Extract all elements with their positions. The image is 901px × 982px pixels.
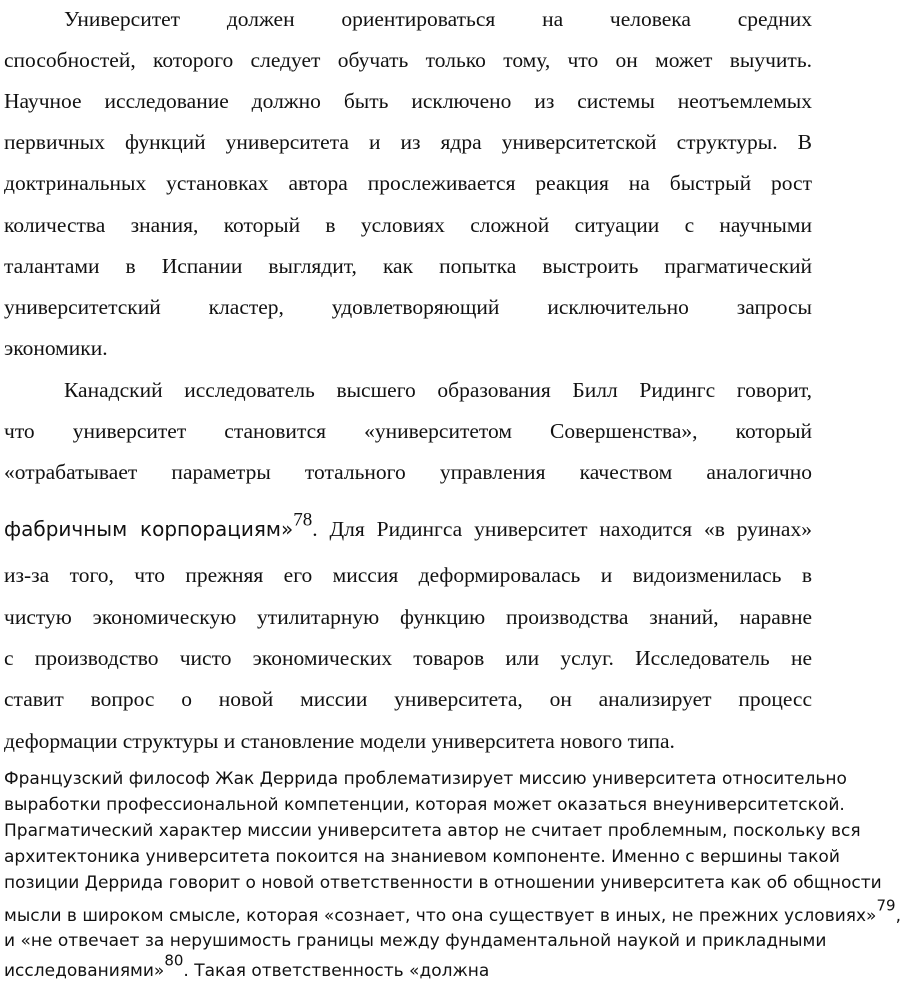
text-line: Канадский исследователь высшего образования Билл Ридингс говорит, xyxy=(64,378,812,402)
text-line: чистую экономическую утилитарную функцию производства знаний, наравне xyxy=(4,605,812,629)
line-text: исследованиями» xyxy=(4,961,165,981)
text-line-with-footnote xyxy=(4,951,812,982)
text-line: из-за того, что прежняя его миссия деформировалась и видоизменилась в xyxy=(4,563,812,587)
text-line: с производство чисто экономических товаров или услуг. Исследователь не xyxy=(4,646,812,670)
text-line: Французский философ Жак Деррида проблематизирует миссию университета относительно xyxy=(4,769,847,789)
text-line: Прагматический характер миссии университета автор не считает проблемным, поскольку вся xyxy=(4,821,861,841)
text-line: экономики. xyxy=(4,336,108,360)
line-text: мысли в широком смысле, которая «сознает, что она существует в иных, не прежних условиях» xyxy=(4,906,877,926)
text-line: способностей, которого следует обучать только тому, что он может выучить. xyxy=(4,48,812,72)
footnote-ref-78[interactable]: 78 xyxy=(293,509,313,531)
text-line: архитектоника университета покоится на знаниевом компоненте. Именно с вершины такой xyxy=(4,847,840,867)
text-line: деформации структуры и становление модели университета нового типа. xyxy=(4,729,675,753)
line-punctuation: , xyxy=(895,906,901,926)
line-continuation: . Такая ответственность «должна xyxy=(183,961,490,981)
text-line: ставит вопрос о новой миссии университета, он анализирует процесс xyxy=(4,687,812,711)
text-line: талантами в Испании выглядит, как попытка выстроить прагматический xyxy=(4,254,812,278)
text-line: «отрабатывает параметры тотального управления качеством аналогично xyxy=(4,460,812,484)
footnote-ref-79[interactable]: 79 xyxy=(876,896,896,915)
text-line: первичных функций университета и из ядра университетской структуры. В xyxy=(4,130,812,154)
text-line: количества знания, который в условиях сложной ситуации с научными xyxy=(4,213,812,237)
text-line: Университет должен ориентироваться на человека средних xyxy=(64,7,812,31)
text-line: Научное исследование должно быть исключено из системы неотъемлемых xyxy=(4,89,812,113)
text-line-with-footnote xyxy=(4,509,812,542)
text-line-with-footnote xyxy=(4,896,901,927)
text-line: университетский кластер, удовлетворяющий исключительно запросы xyxy=(4,295,812,319)
text-line: и «не отвечает за нерушимость границы между фундаментальной наукой и прикладными xyxy=(4,931,827,951)
quote-end-text: фабричным корпорациям» xyxy=(4,517,294,541)
text-line: позиции Деррида говорит о новой ответственности в отношении университета как об общности xyxy=(4,873,882,893)
text-line: доктринальных установках автора прослеживается реакция на быстрый рост xyxy=(4,171,812,195)
text-line: что университет становится «университетом Совершенства», который xyxy=(4,419,812,443)
line-continuation: . Для Ридингса университет находится «в руинах» xyxy=(312,517,812,541)
text-line: выработки профессиональной компетенции, которая может оказаться внеуниверситетской. xyxy=(4,795,845,815)
footnote-ref-80[interactable]: 80 xyxy=(164,951,184,970)
